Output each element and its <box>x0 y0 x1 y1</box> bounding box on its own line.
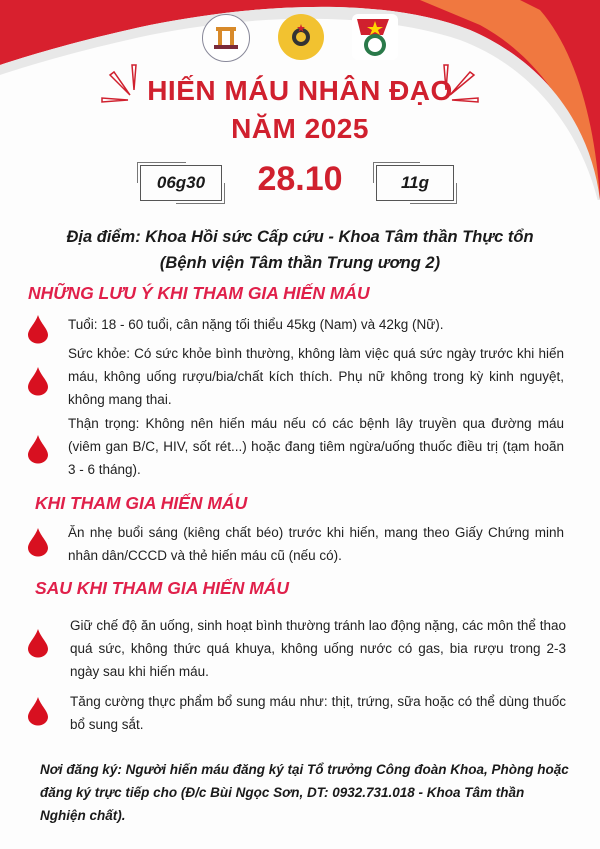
list-item: Giữ chế độ ăn uống, sinh hoạt bình thường tránh lao động nặng, các môn thể thao quá sức, không thức quá khuya, không uống nước có gas, bia rượu trong 2-3 ngày sau khi hiến máu. <box>70 618 566 679</box>
list-item: Tăng cường thực phẩm bổ sung máu như: thịt, trứng, sữa hoặc có thể dùng thuốc bổ sung sắt. <box>70 694 566 732</box>
venue-line-2: (Bệnh viện Tâm thần Trung ương 2) <box>159 254 441 272</box>
logos-row <box>0 14 600 62</box>
end-time: 11g <box>400 173 430 192</box>
list-item: Ăn nhẹ buổi sáng (kiêng chất béo) trước khi hiến, mang theo Giấy Chứng minh nhân dân/CCCD và thẻ hiến máu cũ (nếu có). <box>68 525 564 563</box>
section-heading-after: SAU KHI THAM GIA HIẾN MÁU <box>35 578 290 598</box>
youth-union-logo-icon <box>352 14 398 60</box>
event-date: 28.10 <box>257 160 343 198</box>
title-line-2: NĂM 2025 <box>231 113 369 144</box>
blood-drop-icon <box>27 434 49 464</box>
blood-drop-icon <box>27 366 49 396</box>
section-heading-notes: NHỮNG LƯU Ý KHI THAM GIA HIẾN MÁU <box>28 283 370 303</box>
venue <box>0 224 600 276</box>
registration-note: Nơi đăng ký: Người hiến máu đăng ký tại Tổ trưởng Công đoàn Khoa, Phòng hoặc đăng ký trực tiếp cho (Đ/c Bùi Ngọc Sơn, DT: 0932.731.018 - Khoa Tâm thần Nghiện chất). <box>40 762 569 823</box>
blood-drop-icon <box>27 628 49 658</box>
list-item: Thận trọng: Không nên hiến máu nếu có các bệnh lây truyền qua đường máu (viêm gan B/C, HIV, sốt rét...) hoặc đang tiêm ngừa/uống thuốc điều trị (tạm hoãn 3 - 6 tháng). <box>68 416 564 477</box>
venue-line-1: Địa điểm: Khoa Hồi sức Cấp cứu - Khoa Tâm thần Thực tổn <box>66 228 534 246</box>
blood-drop-icon <box>27 314 49 344</box>
trade-union-logo-icon <box>278 14 324 60</box>
start-time: 06g30 <box>156 173 206 192</box>
blood-drop-icon <box>27 696 49 726</box>
list-item: Tuổi: 18 - 60 tuổi, cân nặng tối thiểu 45kg (Nam) và 42kg (Nữ). <box>68 317 444 332</box>
title-line-1: HIẾN MÁU NHÂN ĐẠO <box>147 75 453 106</box>
list-item: Sức khỏe: Có sức khỏe bình thường, không làm việc quá sức ngày trước khi hiến máu, không uống rượu/bia/chất kích thích. Phụ nữ không trong kỳ kinh nguyệt, không mang thai. <box>68 346 564 407</box>
end-time-box <box>376 165 454 201</box>
hospital-logo-icon <box>202 14 250 62</box>
page-title <box>0 72 600 148</box>
section-heading-during: KHI THAM GIA HIẾN MÁU <box>35 493 248 513</box>
blood-drop-icon <box>27 527 49 557</box>
